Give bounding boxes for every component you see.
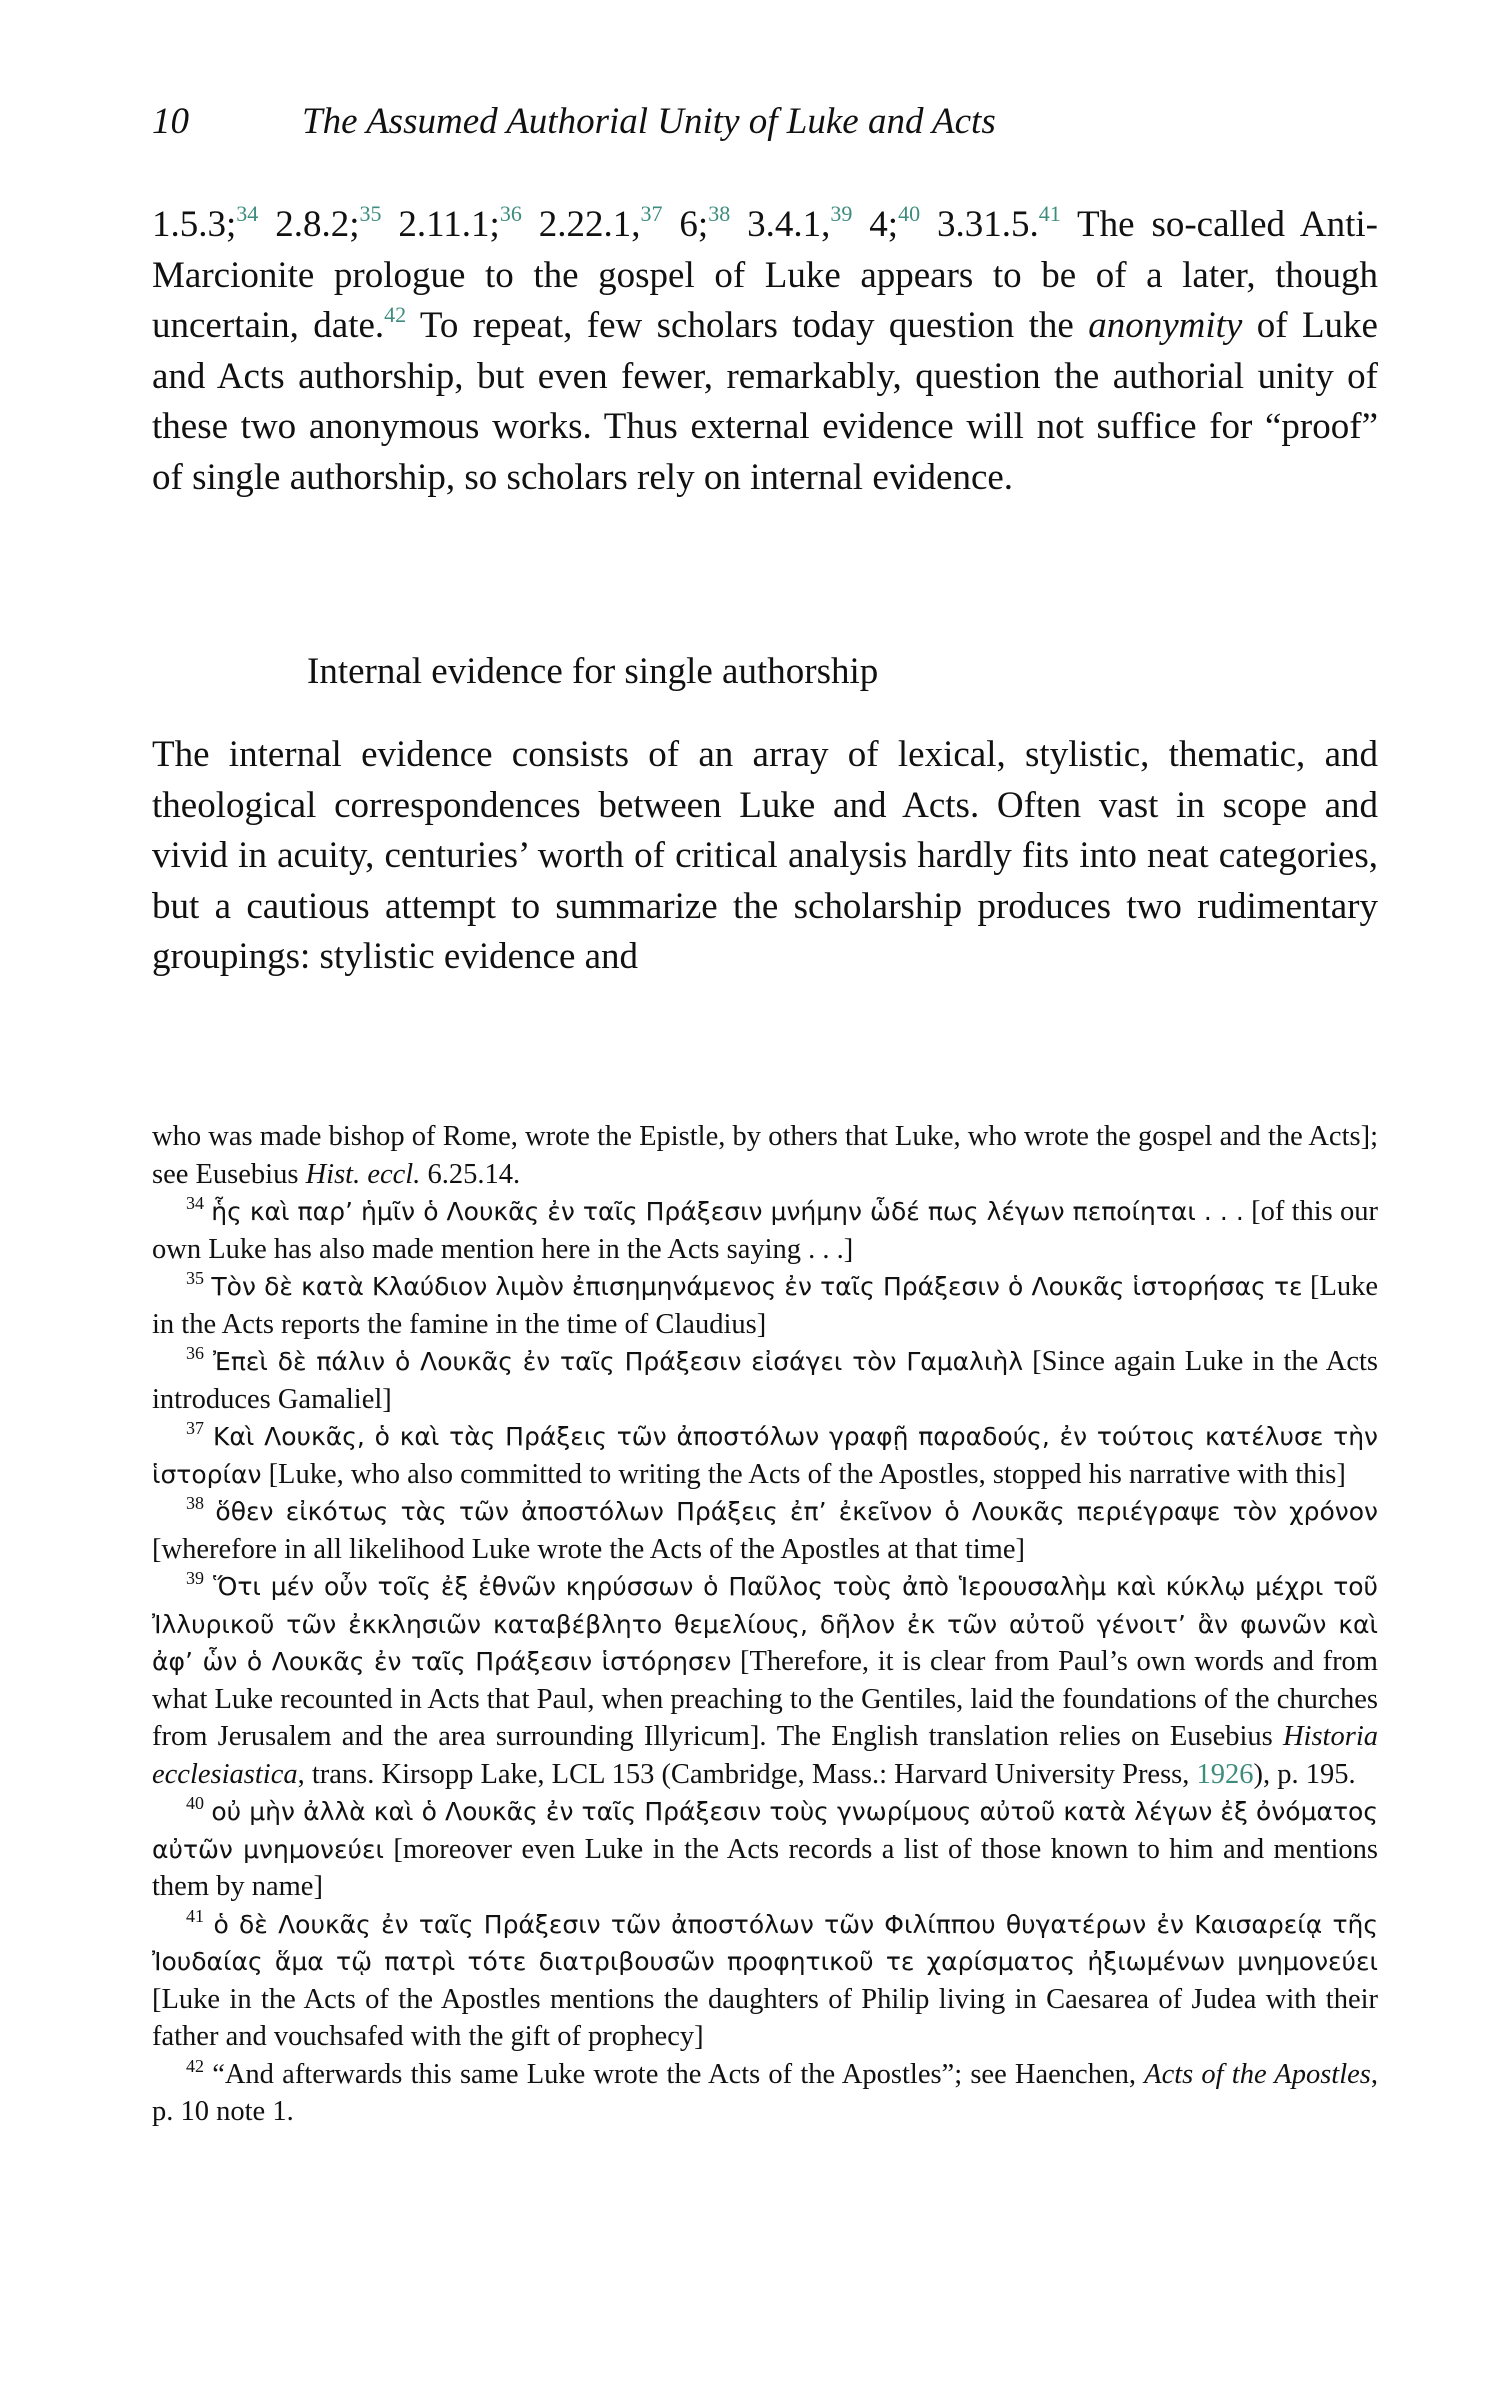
citation-ref: 2.22.1, (538, 204, 641, 245)
footnote-ref-38[interactable]: 38 (708, 201, 731, 226)
book-title: Acts of the Apostles (1144, 2058, 1371, 2090)
citation-ref: 2.8.2; (275, 204, 360, 245)
book-title: Historia ecclesiastica (152, 1721, 1378, 1790)
paragraph-text: To repeat, few scholars today question the (419, 305, 1074, 346)
year-link[interactable]: 1926 (1196, 1758, 1254, 1790)
translation: [Luke in the Acts of the Apostles mentions the daughters of Philip living in Caesarea of Judea with their father and vouchsafed with the gift of prophecy] (152, 1983, 1378, 2052)
paragraph-internal-evidence: The internal evidence consists of an array of lexical, stylistic, thematic, and theological correspondences between Luke and Acts. Often vast in scope and vivid in acuity, centuries’ worth of critical analysis hardly fits into neat categories, but a cautious attempt to summarize the scholarship produces two rudimentary groupings: stylistic evidence and (152, 734, 1378, 977)
footnote-continuation: who was made bishop of Rome, wrote the Epistle, by others that Luke, who wrote the gospel and the Acts]; see Eusebius Hist. eccl. 6.25.14. (152, 1121, 1378, 1190)
footnote-number: 36 (186, 1343, 204, 1363)
footnote-number: 42 (186, 2055, 204, 2076)
translation: [Luke in the Acts reports the famine in the time of Claudius] (152, 1271, 1379, 1340)
translation: [of this our own Luke has also made mention here in the Acts saying . . .] (152, 1196, 1379, 1265)
footnote-42: $^{42}$ “And afterwards this same Luke wrote the Acts of the Apostles”; see Haenchen, Acts of the Apostles, p. 10 note 1. (152, 2055, 1379, 2127)
translation: [Since again Luke in the Acts introduces Gamaliel] (152, 1346, 1379, 1415)
footnote-ref-42[interactable]: 42 (384, 302, 407, 327)
greek-quote: ὅθεν εἰκότως τὰς τῶν ἀποστόλων Πράξεις ἐπ’ ἐκεῖνον ὁ Λουκᾶς περιέγραψε τὸν χρόνον (215, 1497, 1379, 1526)
translation: [Therefore, it is clear from Paul’s own words and from what Luke recounted in Acts that Paul, when preaching to the Gentiles, laid the foundations of the churches from Jerusalem and the area surrounding Illyricum]. The English translation relies on Eusebius (152, 1646, 1378, 1752)
footnote-number: 37 (186, 1418, 204, 1438)
footnote-37 (152, 1418, 1378, 1493)
footnote-ref-35[interactable]: 35 (359, 201, 382, 226)
footnote-35 (152, 1268, 1378, 1343)
footnote-36 (152, 1343, 1378, 1418)
footnote-ref-34[interactable]: 34 (236, 201, 259, 226)
greek-quote: Τὸν δὲ κατὰ Κλαύδιον λιμὸν ἐπισημηνάμενος ἐν ταῖς Πράξεσιν ὁ Λουκᾶς ἱστορήσας τε (211, 1272, 1303, 1301)
translation: [Luke, who also committed to writing the Acts of the Apostles, stopped his narrative with this] (268, 1458, 1346, 1490)
footnote-ref-37[interactable]: 37 (640, 201, 663, 226)
footnote-number: 34 (186, 1193, 204, 1213)
footnote-number: 40 (186, 1793, 204, 1813)
translation: [moreover even Luke in the Acts records a list of those known to him and mentions them by name] (152, 1833, 1379, 1902)
footnote-38 (152, 1493, 1378, 1568)
citation-ref: 3.31.5. (937, 204, 1039, 245)
footnote-39: $^{39}$ Ὅτι μέν οὖν τοῖς ἐξ ἐθνῶν κηρύσσων ὁ Παῦλος τοὺς ἀπὸ Ἱερουσαλὴμ καὶ κύκλῳ μέχρι τοῦ Ἰλλυρικοῦ τῶν ἐκκλησιῶν καταβέβλητο θεμελίους, δῆλον ἐκ τῶν αὐτοῦ γένοιτ’ ἂν φωνῶν καὶ ἀφ’ ὧν ὁ Λουκᾶς ἐν ταῖς Πράξεσιν ἱστόρησεν [Therefore, it is clear from Paul’s own words and from what Luke recounted in Acts that Paul, when preaching to the Gentiles, laid the foundations of the churches from Jerusalem and the area surrounding Illyricum]. The English translation relies on Eusebius Historia ecclesiastica, trans. Kirsopp Lake, LCL 153 (Cambridge, Mass.: Harvard University Press, 1926), p. 195. (152, 1568, 1379, 1790)
translation: [wherefore in all likelihood Luke wrote the Acts of the Apostles at that time] (152, 1533, 1025, 1565)
greek-quote: ἧς καὶ παρ’ ἡμῖν ὁ Λουκᾶς ἐν ταῖς Πράξεσιν μνήμην ὧδέ πως λέγων πεποίηται . . . (211, 1197, 1244, 1226)
citation-ref: 1.5.3; (152, 204, 237, 245)
footnote-ref-41[interactable]: 41 (1038, 201, 1061, 226)
greek-quote: οὐ μὴν ἀλλὰ καὶ ὁ Λουκᾶς ἐν ταῖς Πράξεσιν τοὺς γνωρίμους αὐτοῦ κατὰ λέγων ἐξ ὀνόματος αὐτῶν μνημονεύει (152, 1797, 1378, 1864)
paragraph-text: of Luke and Acts authorship, but even fewer, remarkably, question the authorial unity of these two anonymous works. Thus external evidence will not suffice for “proof” of single authorship, so scholars rely on internal evidence. (152, 305, 1378, 498)
page-number: 10 (152, 101, 189, 142)
footnote-41 (152, 1906, 1378, 2056)
paragraph-text: The so-called Anti-Marcionite prologue to the gospel of Luke appears to be of a later, though uncertain, date. (152, 204, 1378, 346)
greek-quote: ὁ δὲ Λουκᾶς ἐν ταῖς Πράξεσιν τῶν ἀποστόλων τῶν Φιλίππου θυγατέρων ἐν Καισαρείᾳ τῆς Ἰουδαίας ἅμα τῷ πατρὶ τότε διατριβουσῶν προφητικοῦ τε χαρίσματος ἠξιωμένων μνημονεύει (152, 1909, 1379, 1976)
footnote-number: 35 (186, 1268, 204, 1288)
running-title: The Assumed Authorial Unity of Luke and Acts (302, 101, 996, 142)
citation-ref: 4; (869, 204, 899, 245)
greek-quote: Καὶ Λουκᾶς, ὁ καὶ τὰς Πράξεις τῶν ἀποστόλων γραφῇ παραδούς, ἐν τούτοις κατέλυσε τὴν ἱστορίαν (152, 1422, 1379, 1489)
footnote-ref-39[interactable]: 39 (830, 201, 853, 226)
footnote-ref-36[interactable]: 36 (499, 201, 522, 226)
citation-ref: 2.11.1; (398, 204, 500, 245)
citation-ref: 6; (679, 204, 709, 245)
citation-ref: 3.4.1, (747, 204, 831, 245)
footnote-ref-40[interactable]: 40 (898, 201, 921, 226)
footnote-number: 41 (186, 1905, 204, 1926)
footnote-number: 39 (186, 1568, 204, 1588)
footnote-34 (152, 1193, 1378, 1268)
footnotes (152, 1118, 1378, 2131)
greek-quote: Ἐπεὶ δὲ πάλιν ὁ Λουκᾶς ἐν ταῖς Πράξεσιν εἰσάγει τὸν Γαμαλιὴλ (213, 1347, 1024, 1376)
greek-quote: Ὅτι μέν οὖν τοῖς ἐξ ἐθνῶν κηρύσσων ὁ Παῦλος τοὺς ἀπὸ Ἱερουσαλὴμ καὶ κύκλῳ μέχρι τοῦ Ἰλλυρικοῦ τῶν ἐκκλησιῶν καταβέβλητο θεμελίους, δῆλον ἐκ τῶν αὐτοῦ γένοιτ’ ἂν φωνῶν καὶ ἀφ’ ὧν ὁ Λουκᾶς ἐν ταῖς Πράξεσιν ἱστόρησεν (152, 1572, 1379, 1676)
emphasis-anonymity: anonymity (1088, 305, 1243, 346)
paragraph-external-evidence (152, 200, 1378, 503)
running-head (152, 100, 1382, 143)
footnote-40 (152, 1793, 1378, 1906)
footnote-number: 38 (186, 1493, 204, 1513)
section-heading: Internal evidence for single authorship (307, 651, 879, 692)
